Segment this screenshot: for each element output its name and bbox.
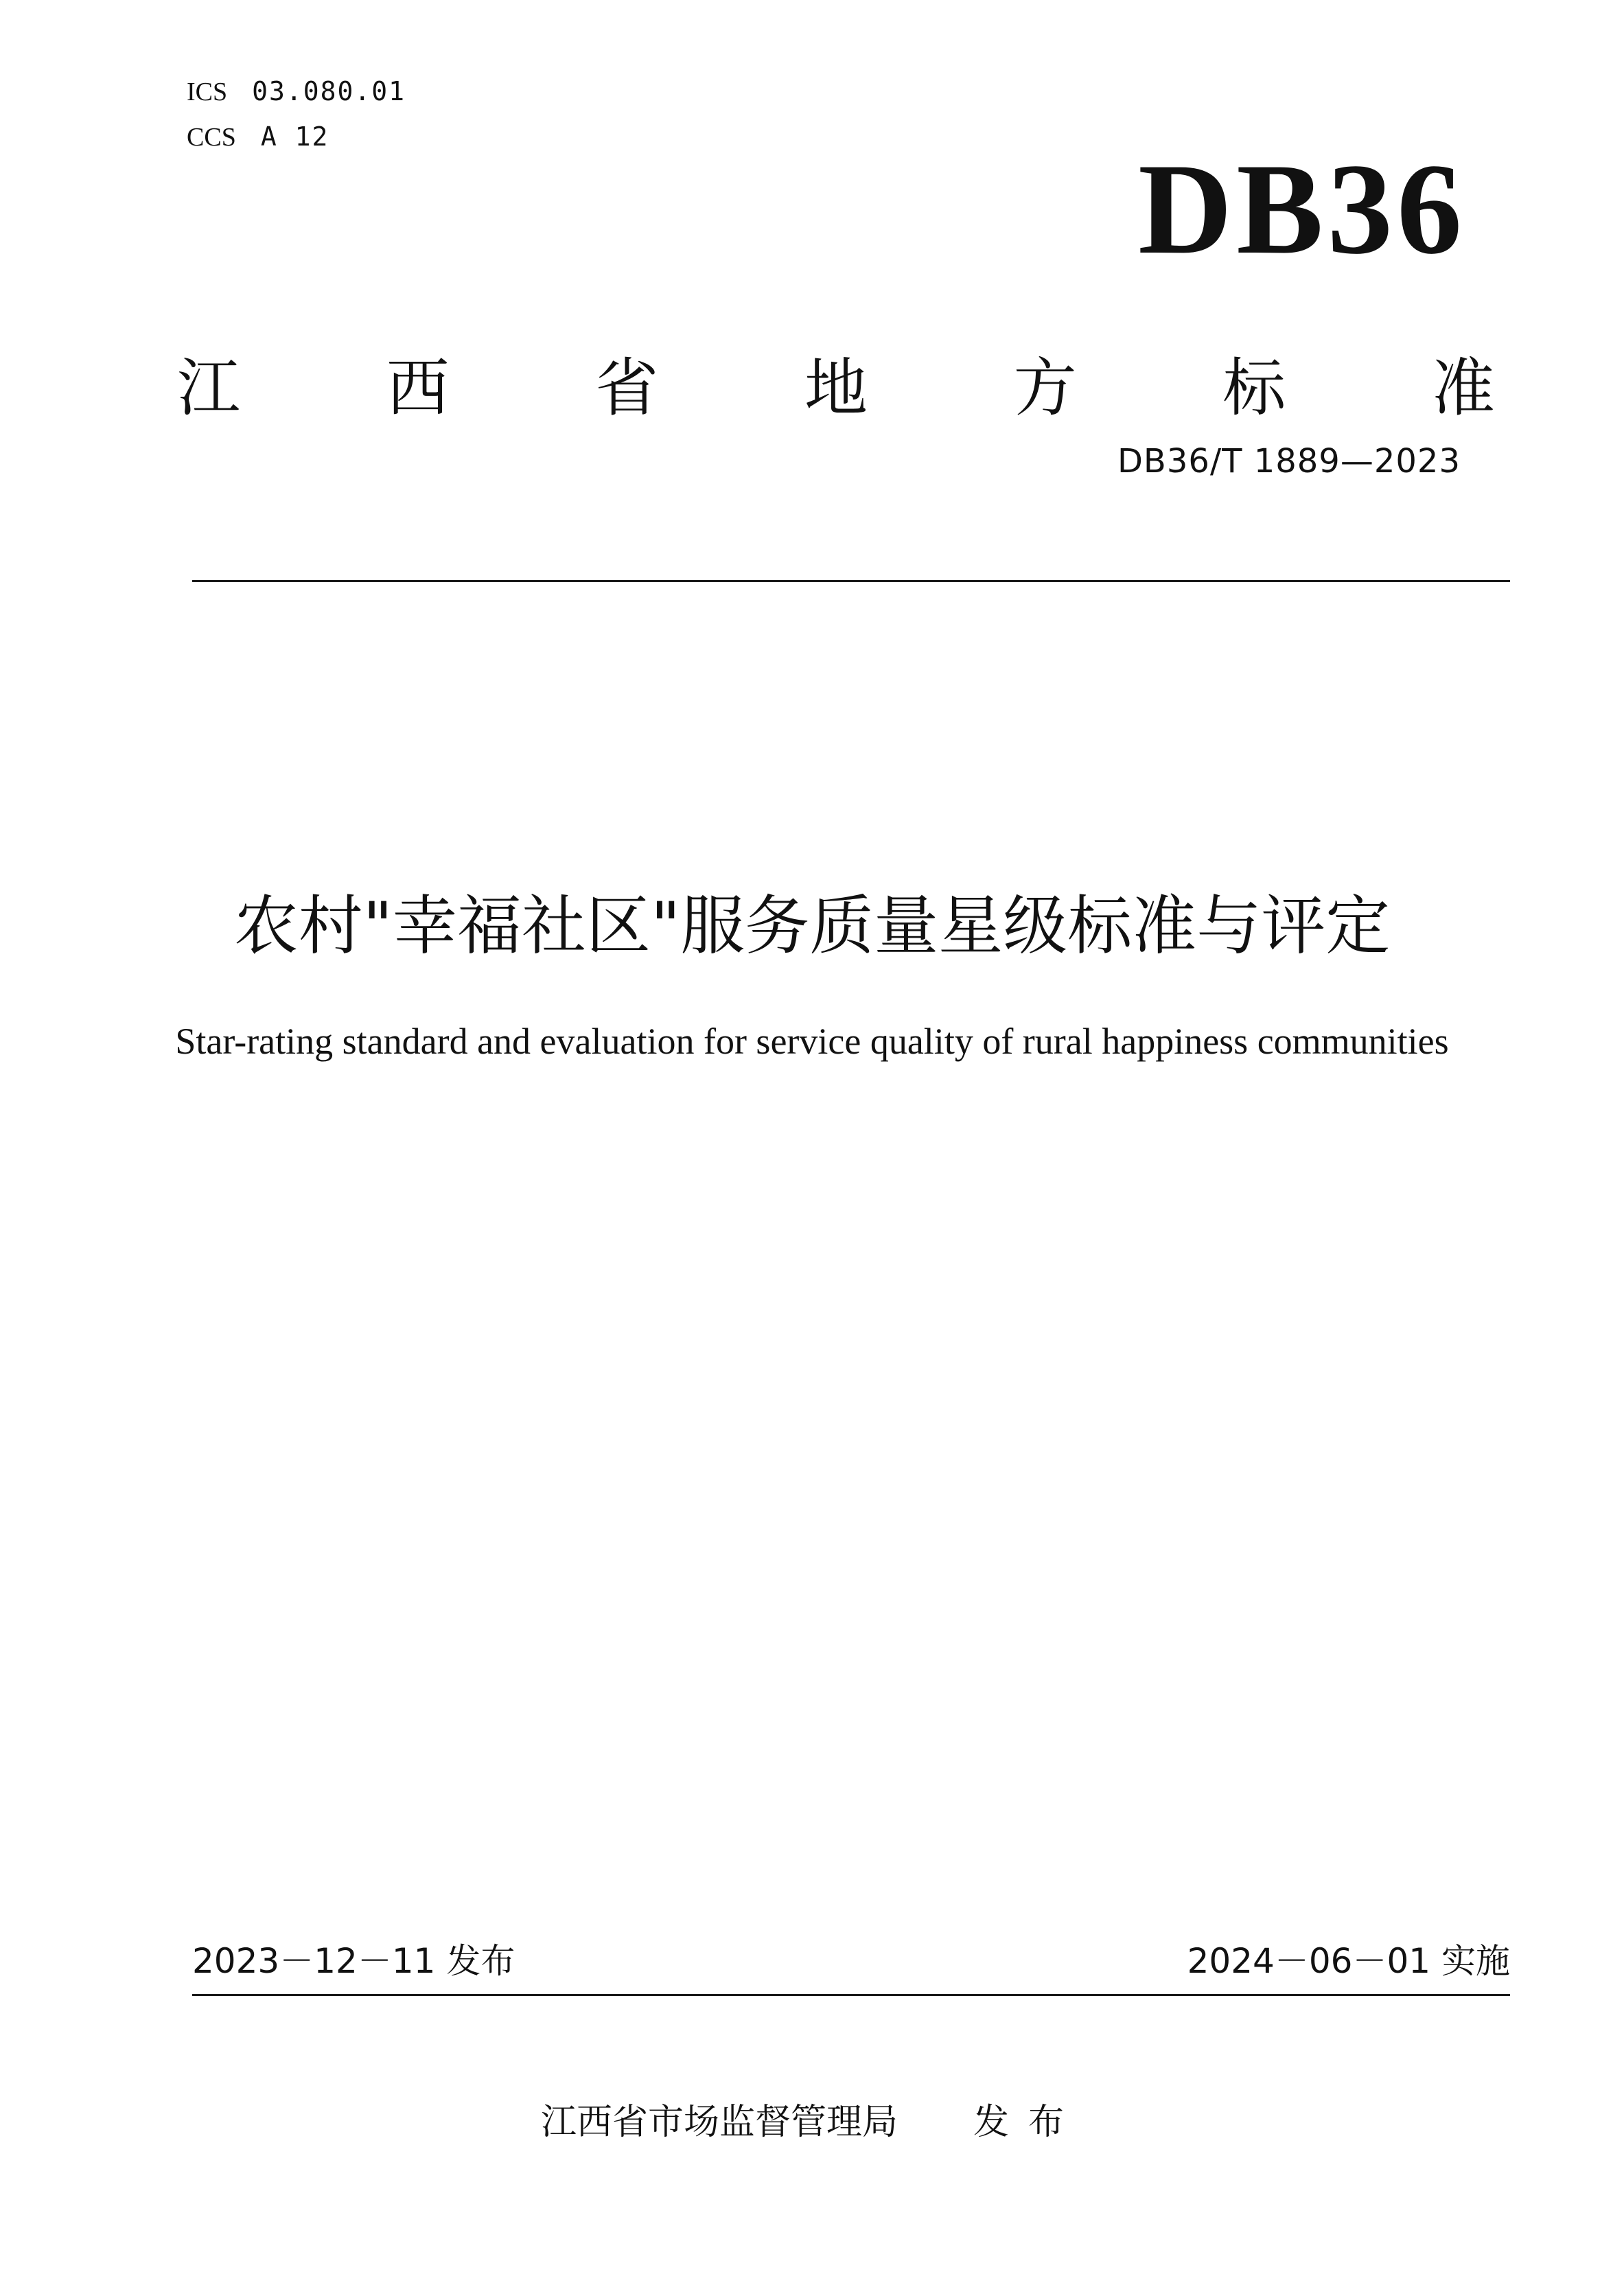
- ics-classification: [187, 78, 406, 105]
- implementation-date: 2024－06－01 实施: [1187, 1941, 1510, 1981]
- standard-type-char: 省: [595, 351, 659, 425]
- ics-label: ICS: [187, 78, 228, 106]
- standard-type-char: 地: [804, 351, 868, 425]
- standard-type-char: 江: [177, 351, 241, 425]
- ics-code: 03.080.01: [252, 76, 406, 106]
- standard-type-char: 西: [386, 351, 450, 425]
- header-divider: [192, 580, 1510, 582]
- publisher-line: [0, 2102, 1624, 2143]
- standard-type-heading: [177, 351, 1495, 425]
- ccs-classification: [187, 121, 329, 152]
- ccs-label: CCS: [187, 123, 236, 152]
- standard-type-char: 方: [1013, 351, 1077, 425]
- standard-type-char: 准: [1431, 351, 1495, 425]
- publisher-organization: 江西省市场监督管理局: [540, 2102, 898, 2143]
- publisher-action: 发布: [973, 2102, 1084, 2143]
- db36-logo: DB36: [1138, 137, 1466, 281]
- document-title-chinese: 农村"幸福社区"服务质量星级标准与评定: [233, 889, 1391, 964]
- ccs-code: A 12: [260, 121, 329, 152]
- footer-divider: [192, 1994, 1510, 1996]
- standard-number: DB36/T 1889—2023: [1117, 442, 1461, 480]
- document-title-english: Star-rating standard and evaluation for service quality of rural happiness communities: [175, 1021, 1449, 1062]
- standard-type-char: 标: [1222, 351, 1286, 425]
- issue-date: 2023－12－11 发布: [192, 1941, 515, 1981]
